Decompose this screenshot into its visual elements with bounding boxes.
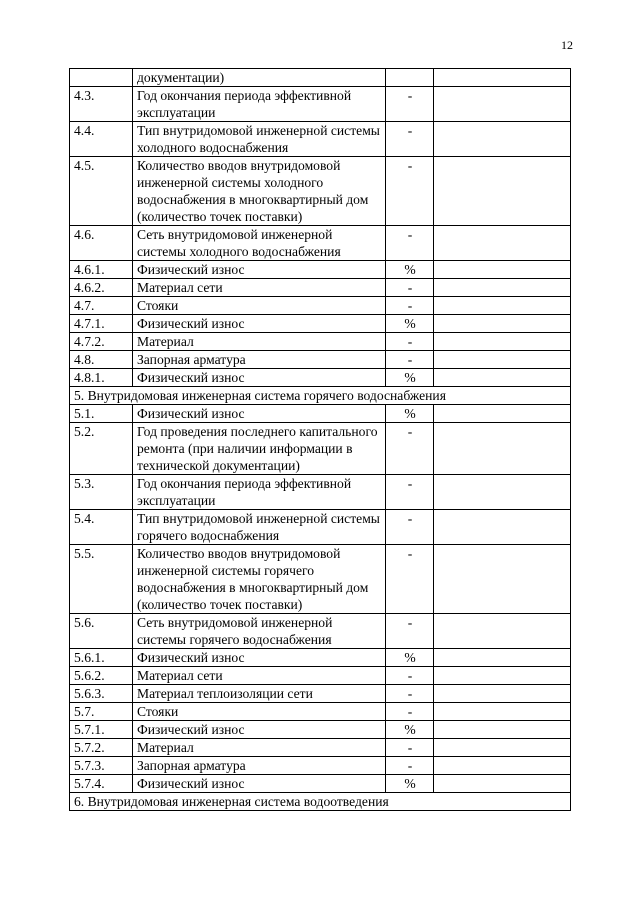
table-row bbox=[70, 315, 571, 333]
item-number bbox=[70, 69, 133, 87]
section-row bbox=[70, 387, 571, 405]
item-number: 5.4. bbox=[70, 510, 133, 545]
item-value bbox=[434, 315, 571, 333]
item-name: Стояки bbox=[133, 703, 386, 721]
table-row bbox=[70, 614, 571, 649]
item-value bbox=[434, 122, 571, 157]
item-value bbox=[434, 685, 571, 703]
item-name: Количество вводов внутридомовой инженерной системы горячего водоснабжения в многоквартирный дом (количество точек поставки) bbox=[133, 545, 386, 614]
item-name: Физический износ bbox=[133, 261, 386, 279]
table-row bbox=[70, 423, 571, 475]
table-row bbox=[70, 649, 571, 667]
item-number: 4.5. bbox=[70, 157, 133, 226]
item-value bbox=[434, 423, 571, 475]
item-value bbox=[434, 87, 571, 122]
item-unit: % bbox=[386, 261, 434, 279]
item-name: Материал сети bbox=[133, 667, 386, 685]
table-row bbox=[70, 475, 571, 510]
table-row bbox=[70, 369, 571, 387]
item-unit: - bbox=[386, 351, 434, 369]
item-value bbox=[434, 667, 571, 685]
item-name: Тип внутридомовой инженерной системы холодного водоснабжения bbox=[133, 122, 386, 157]
section-title: 5. Внутридомовая инженерная система горячего водоснабжения bbox=[70, 387, 571, 405]
item-name: Физический износ bbox=[133, 405, 386, 423]
item-value bbox=[434, 739, 571, 757]
item-value bbox=[434, 261, 571, 279]
table-row bbox=[70, 157, 571, 226]
item-name: Физический износ bbox=[133, 721, 386, 739]
item-unit: - bbox=[386, 333, 434, 351]
item-number: 5.7.2. bbox=[70, 739, 133, 757]
item-value bbox=[434, 157, 571, 226]
item-number: 4.6. bbox=[70, 226, 133, 261]
item-value bbox=[434, 226, 571, 261]
item-number: 4.8. bbox=[70, 351, 133, 369]
item-name: Материал сети bbox=[133, 279, 386, 297]
section-title: 6. Внутридомовая инженерная система водоотведения bbox=[70, 793, 571, 811]
item-value bbox=[434, 510, 571, 545]
item-name: Материал bbox=[133, 739, 386, 757]
item-number: 5.7.4. bbox=[70, 775, 133, 793]
item-unit: - bbox=[386, 157, 434, 226]
item-value bbox=[434, 757, 571, 775]
item-name: Физический износ bbox=[133, 315, 386, 333]
item-unit: - bbox=[386, 739, 434, 757]
item-value bbox=[434, 297, 571, 315]
item-value bbox=[434, 721, 571, 739]
item-number: 4.6.1. bbox=[70, 261, 133, 279]
item-number: 5.7. bbox=[70, 703, 133, 721]
item-name: Запорная арматура bbox=[133, 757, 386, 775]
item-value bbox=[434, 475, 571, 510]
item-value bbox=[434, 614, 571, 649]
item-name: Тип внутридомовой инженерной системы горячего водоснабжения bbox=[133, 510, 386, 545]
item-name: Год проведения последнего капитального ремонта (при наличии информации в технической документации) bbox=[133, 423, 386, 475]
item-name: Сеть внутридомовой инженерной системы горячего водоснабжения bbox=[133, 614, 386, 649]
table-row bbox=[70, 775, 571, 793]
item-value bbox=[434, 405, 571, 423]
item-name: Год окончания периода эффективной эксплуатации bbox=[133, 87, 386, 122]
item-name: Стояки bbox=[133, 297, 386, 315]
item-unit: - bbox=[386, 87, 434, 122]
item-number: 5.1. bbox=[70, 405, 133, 423]
item-unit: - bbox=[386, 423, 434, 475]
table-row bbox=[70, 405, 571, 423]
item-value bbox=[434, 279, 571, 297]
item-unit: % bbox=[386, 775, 434, 793]
item-unit: - bbox=[386, 122, 434, 157]
item-number: 5.6.1. bbox=[70, 649, 133, 667]
table-row bbox=[70, 685, 571, 703]
item-value bbox=[434, 69, 571, 87]
table-row bbox=[70, 757, 571, 775]
item-number: 4.3. bbox=[70, 87, 133, 122]
item-number: 5.6.2. bbox=[70, 667, 133, 685]
item-name: Количество вводов внутридомовой инженерной системы холодного водоснабжения в многоквартирный дом (количество точек поставки) bbox=[133, 157, 386, 226]
item-number: 5.6.3. bbox=[70, 685, 133, 703]
item-name: Сеть внутридомовой инженерной системы холодного водоснабжения bbox=[133, 226, 386, 261]
item-name: Физический износ bbox=[133, 649, 386, 667]
item-number: 5.7.1. bbox=[70, 721, 133, 739]
item-number: 5.6. bbox=[70, 614, 133, 649]
item-value bbox=[434, 369, 571, 387]
item-unit bbox=[386, 69, 434, 87]
item-unit: % bbox=[386, 649, 434, 667]
item-unit: - bbox=[386, 279, 434, 297]
item-number: 4.7. bbox=[70, 297, 133, 315]
table-row bbox=[70, 545, 571, 614]
item-number: 5.7.3. bbox=[70, 757, 133, 775]
table-body bbox=[70, 69, 571, 811]
item-number: 4.7.2. bbox=[70, 333, 133, 351]
passport-table bbox=[69, 68, 571, 811]
table-row bbox=[70, 226, 571, 261]
table-row bbox=[70, 351, 571, 369]
item-number: 5.3. bbox=[70, 475, 133, 510]
item-number: 4.7.1. bbox=[70, 315, 133, 333]
item-value bbox=[434, 351, 571, 369]
item-name: Запорная арматура bbox=[133, 351, 386, 369]
item-unit: - bbox=[386, 545, 434, 614]
table-row bbox=[70, 667, 571, 685]
section-row bbox=[70, 793, 571, 811]
item-number: 4.4. bbox=[70, 122, 133, 157]
item-unit: - bbox=[386, 614, 434, 649]
item-name: Год окончания периода эффективной эксплуатации bbox=[133, 475, 386, 510]
table-row bbox=[70, 69, 571, 87]
item-unit: - bbox=[386, 685, 434, 703]
table-row bbox=[70, 297, 571, 315]
page-number: 12 bbox=[561, 38, 573, 52]
item-value bbox=[434, 649, 571, 667]
item-unit: - bbox=[386, 757, 434, 775]
table-row bbox=[70, 703, 571, 721]
item-number: 5.2. bbox=[70, 423, 133, 475]
item-number: 4.8.1. bbox=[70, 369, 133, 387]
item-value bbox=[434, 703, 571, 721]
item-name: Физический износ bbox=[133, 369, 386, 387]
item-unit: % bbox=[386, 721, 434, 739]
item-unit: % bbox=[386, 315, 434, 333]
item-number: 4.6.2. bbox=[70, 279, 133, 297]
item-name: Материал bbox=[133, 333, 386, 351]
item-unit: - bbox=[386, 475, 434, 510]
item-unit: - bbox=[386, 510, 434, 545]
table-row bbox=[70, 261, 571, 279]
table-row bbox=[70, 739, 571, 757]
item-unit: % bbox=[386, 405, 434, 423]
item-name: документации) bbox=[133, 69, 386, 87]
item-number: 5.5. bbox=[70, 545, 133, 614]
item-value bbox=[434, 775, 571, 793]
item-unit: - bbox=[386, 667, 434, 685]
table-row bbox=[70, 333, 571, 351]
item-name: Материал теплоизоляции сети bbox=[133, 685, 386, 703]
item-name: Физический износ bbox=[133, 775, 386, 793]
item-value bbox=[434, 545, 571, 614]
item-unit: % bbox=[386, 369, 434, 387]
table-row bbox=[70, 721, 571, 739]
table-row bbox=[70, 279, 571, 297]
item-unit: - bbox=[386, 226, 434, 261]
table-row bbox=[70, 122, 571, 157]
table-row bbox=[70, 510, 571, 545]
item-unit: - bbox=[386, 297, 434, 315]
table-row bbox=[70, 87, 571, 122]
item-value bbox=[434, 333, 571, 351]
item-unit: - bbox=[386, 703, 434, 721]
